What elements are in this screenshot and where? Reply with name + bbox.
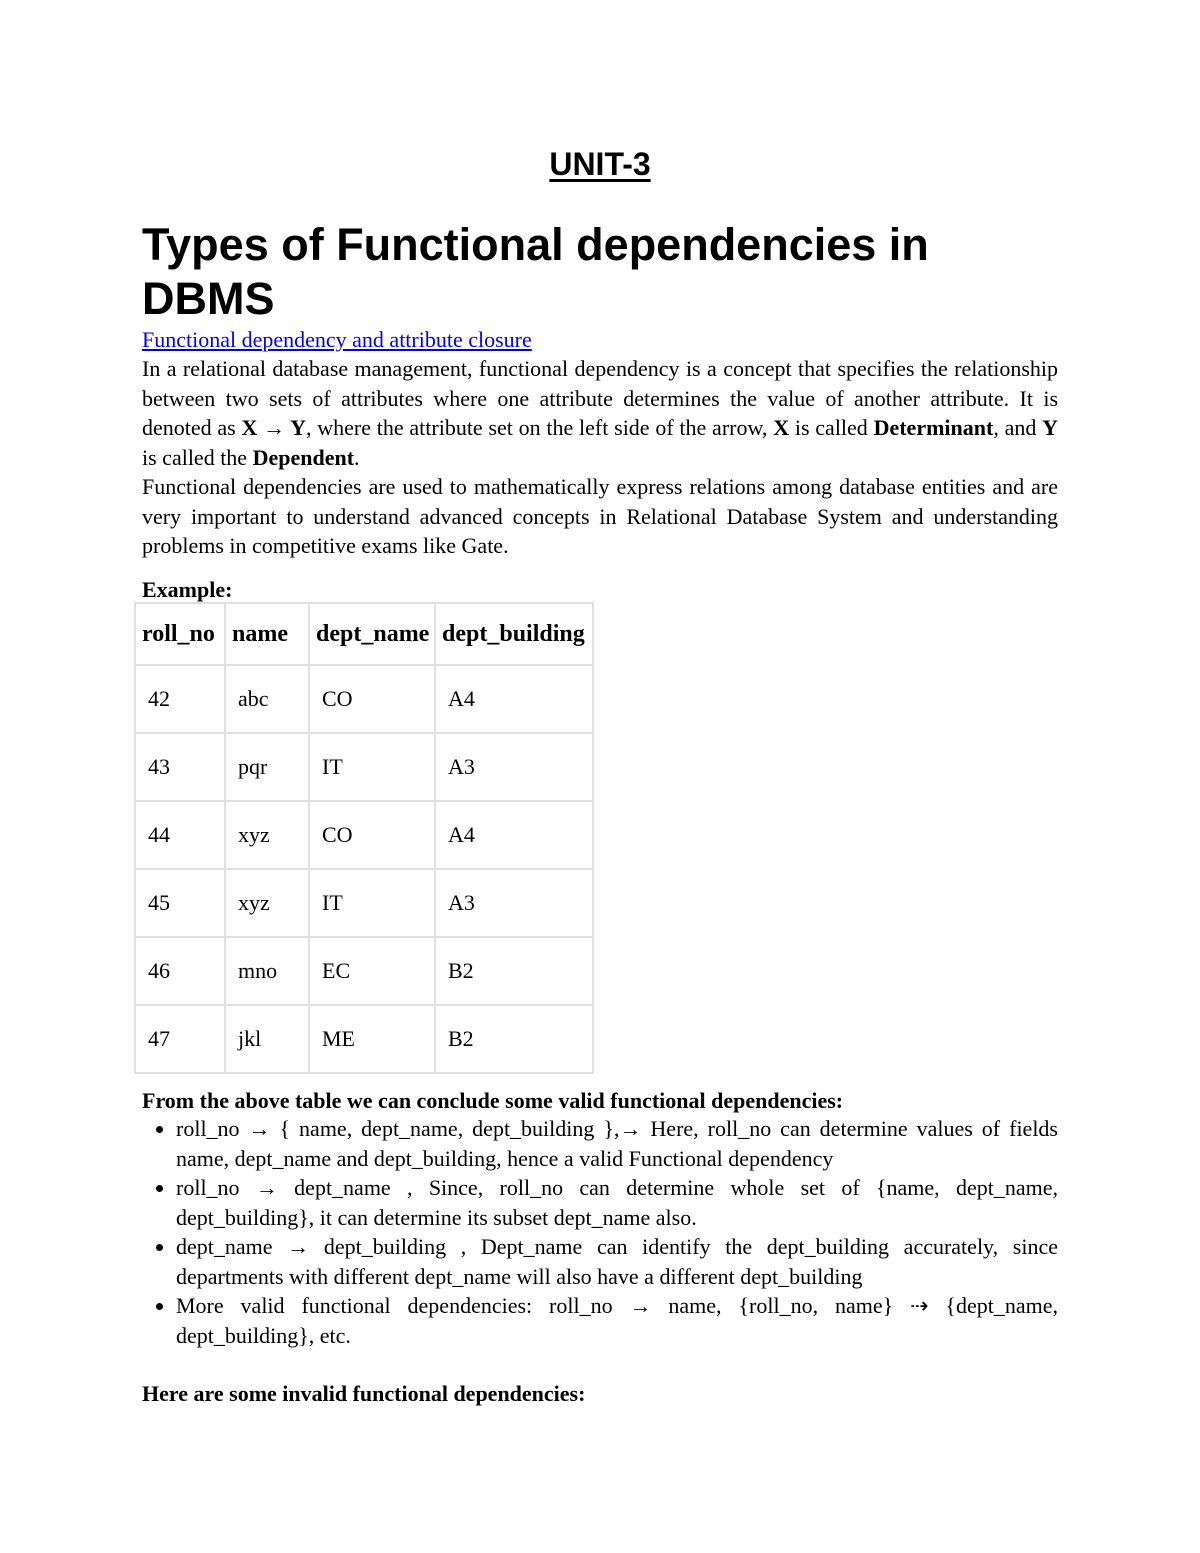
unit-heading: UNIT-3 [549,146,651,182]
table-cell: IT [309,733,435,801]
table-cell: xyz [225,869,309,937]
table-cell: 43 [135,733,225,801]
determinant-term: Determinant [873,415,994,440]
table-cell: B2 [435,937,593,1005]
table-cell: CO [309,801,435,869]
table-cell: A4 [435,665,593,733]
list-item: • dept_name → dept_building , Dept_name can identify the dept_building accurately, since departments with different dept_name will also have a different dept_building [176,1232,1058,1291]
column-header: dept_name [309,603,435,665]
column-header: roll_no [135,603,225,665]
intro-paragraph: In a relational database management, functional dependency is a concept that specifies the relationship between two sets of attributes where one attribute determines the value of another attribute. It is denoted as X → Y, where the attribute set on the left side of the arrow, X is called Determinant, and Y is called the Dependent. [142,356,1059,470]
fd-notation: X → Y [241,415,306,440]
example-label: Example: [142,577,233,602]
list-item: • More valid functional dependencies: roll_no → name, {roll_no, name} ⇢ {dept_name, dept_building}, etc. [176,1291,1058,1350]
table-row [135,937,593,1005]
table-cell: IT [309,869,435,937]
valid-dependencies-heading: From the above table we can conclude some valid functional dependencies: [142,1088,844,1113]
table-cell: ME [309,1005,435,1073]
valid-dependencies-list [142,1114,1058,1350]
dependent-term: Dependent [252,444,355,470]
table-row [135,1005,593,1073]
attribute-closure-link[interactable]: Functional dependency and attribute closure [142,327,532,352]
table-row [135,801,593,869]
table-cell: xyz [225,801,309,869]
table-row [135,733,593,801]
table-cell: jkl [225,1005,309,1073]
table-cell: 46 [135,937,225,1005]
table-row [135,869,593,937]
table-cell: mno [225,937,309,1005]
table-cell: 45 [135,869,225,937]
table-cell: 42 [135,665,225,733]
table-cell: abc [225,665,309,733]
invalid-dependencies-heading: Here are some invalid functional dependencies: [142,1381,586,1406]
table-cell: B2 [435,1005,593,1073]
table-cell: 44 [135,801,225,869]
list-item: • roll_no → dept_name , Since, roll_no can determine whole set of {name, dept_name, dept_building}, it can determine its subset dept_name also. [176,1173,1058,1232]
table-cell: A3 [435,733,593,801]
table-cell: pqr [225,733,309,801]
table-row [135,665,593,733]
page-title: Types of Functional dependencies in DBMS [142,219,929,324]
table-cell: 47 [135,1005,225,1073]
column-header: dept_building [435,603,593,665]
table-cell: EC [309,937,435,1005]
list-item: • roll_no → { name, dept_name, dept_building },→ Here, roll_no can determine values of fields name, dept_name and dept_building, hence a valid Functional dependency [176,1114,1058,1173]
example-table [134,602,594,1074]
table-cell: CO [309,665,435,733]
table-header-row [135,603,593,665]
table-cell: A4 [435,801,593,869]
table-cell: A3 [435,869,593,937]
usage-paragraph: Functional dependencies are used to mathematically express relations among database entities and are very important to understand advanced concepts in Relational Database System and understanding problems in competitive exams like Gate. [142,474,1058,558]
column-header: name [225,603,309,665]
